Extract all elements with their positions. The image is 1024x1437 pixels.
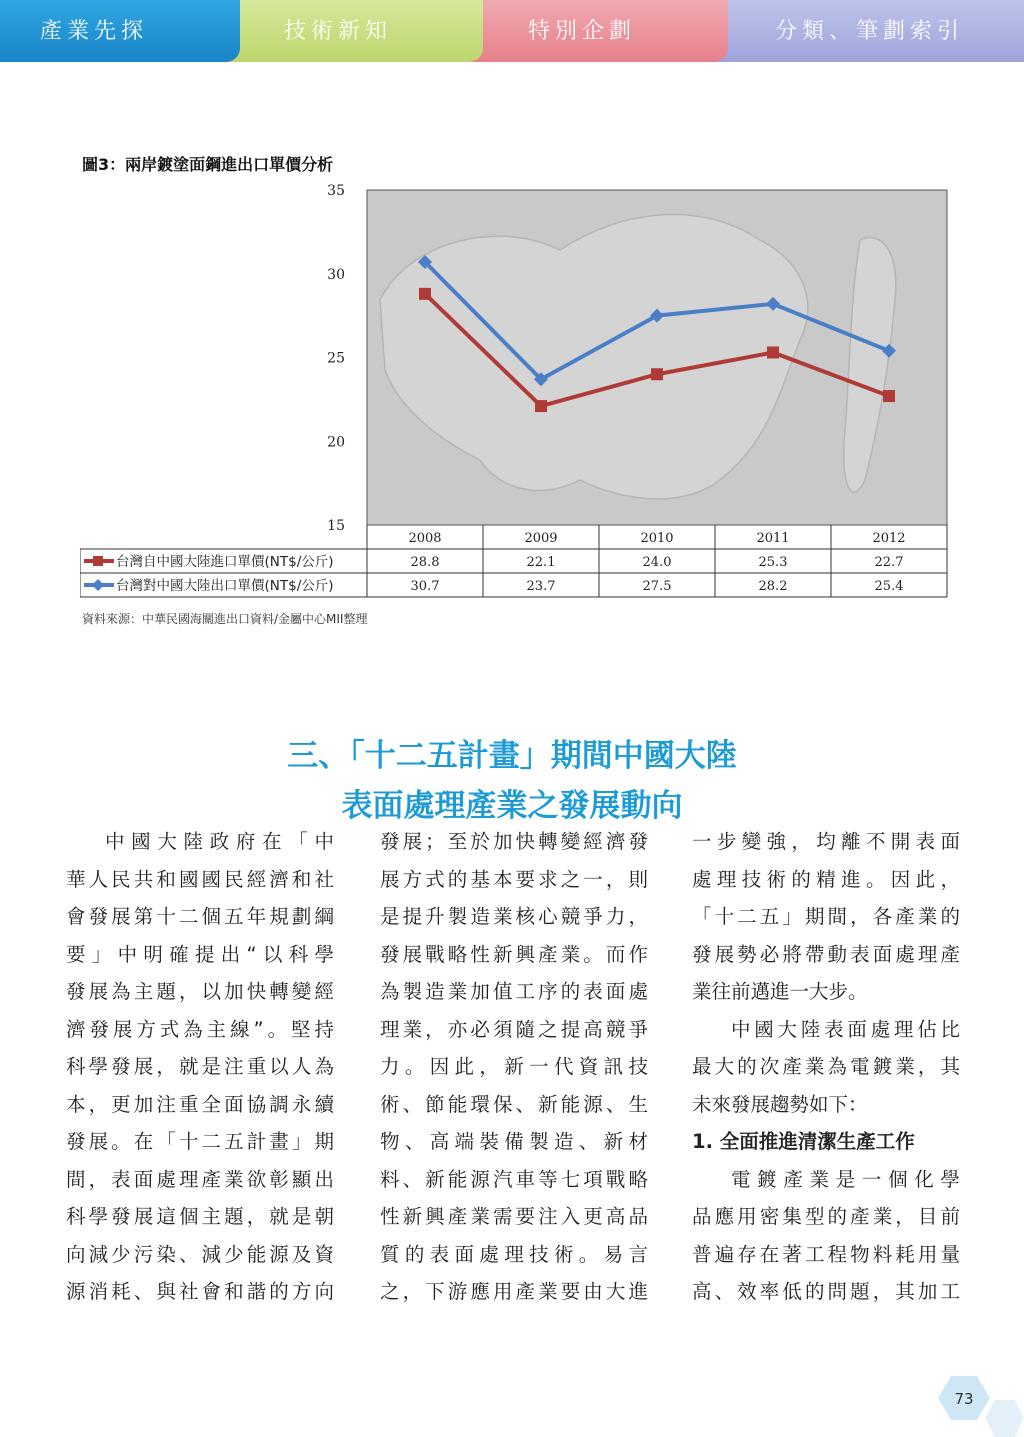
text-line: 性新興產業需要注入更高品 (380, 1205, 648, 1228)
data-point (419, 288, 431, 300)
table-value: 28.8 (410, 555, 440, 570)
article-column-1 (66, 823, 334, 1311)
x-category-label: 2011 (756, 531, 790, 546)
section-heading-line2: 表面處理產業之發展動向 (341, 788, 683, 824)
y-tick-label: 25 (327, 350, 345, 367)
text-line: 業往前邁進一大步。 (692, 980, 868, 1003)
text-line: 一步變強，均離不開表面 (692, 830, 960, 853)
y-tick-label: 15 (327, 518, 345, 534)
text-line: 物、高端裝備製造、新材 (380, 1130, 648, 1153)
text-line: 科學發展這個主題，就是朝 (66, 1205, 334, 1228)
text-line: 「十二五」期間，各產業的 (692, 905, 960, 928)
text-line: 科學發展，就是注重以人為 (66, 1055, 334, 1078)
subheading: 1. 全面推進清潔生產工作 (692, 1130, 915, 1153)
text-line: 中國大陸政府在「中 (105, 830, 334, 853)
y-tick-label: 35 (327, 183, 345, 199)
tab-technology-news[interactable]: 技術新知 (218, 0, 483, 62)
text-line: 中國大陸表面處理佔比 (731, 1017, 960, 1041)
text-line: 發展為主題，以加快轉變經 (66, 980, 334, 1003)
text-line: 術、節能環保、新能源、生 (380, 1092, 648, 1116)
data-point (767, 346, 779, 358)
table-value: 28.2 (758, 579, 788, 594)
figure-title: 圖3：兩岸鍍塗面鋼進出口單價分析 (82, 155, 334, 174)
section-heading-line1: 三、「十二五計畫」期間中國大陸 (287, 738, 737, 774)
line-chart (80, 180, 950, 600)
table-value: 25.4 (874, 579, 904, 594)
x-category-label: 2009 (524, 531, 558, 546)
text-line: 本，更加注重全面協調永續 (66, 1092, 334, 1116)
table-value: 24.0 (642, 555, 672, 570)
data-point (883, 390, 895, 402)
text-line: 之，下游應用產業要由大進 (380, 1280, 648, 1303)
data-point (535, 400, 547, 412)
legend-label: 台灣自中國大陸進口單價(NT$/公斤) (116, 554, 334, 570)
figure-source: 資料來源：中華民國海關進出口資料/金屬中心MII整理 (82, 612, 368, 626)
text-line: 是提升製造業核心競爭力， (380, 905, 648, 928)
x-category-label: 2010 (640, 531, 674, 546)
article-column-3 (692, 823, 960, 1311)
legend-marker (92, 579, 104, 591)
text-line: 發展戰略性新興產業。而作 (380, 942, 648, 966)
text-line: 電鍍產業是一個化學 (731, 1167, 960, 1191)
text-line: 料、新能源汽車等七項戰略 (380, 1167, 648, 1191)
tab-special-feature[interactable]: 特別企劃 (460, 0, 728, 62)
text-line: 高、效率低的問題，其加工 (692, 1280, 960, 1303)
text-line: 品應用密集型的產業，目前 (692, 1205, 960, 1228)
section-tabs (0, 0, 1024, 62)
legend-label: 台灣對中國大陸出口單價(NT$/公斤) (116, 578, 334, 594)
text-line: 發展。在「十二五計畫」期 (66, 1130, 334, 1153)
page-number: 73 (954, 1390, 974, 1408)
tab-industry-exploration[interactable]: 產業先探 (0, 0, 240, 62)
text-line: 理業，亦必須隨之提高競爭 (380, 1017, 648, 1041)
text-line: 力。因此，新一代資訊技 (380, 1055, 648, 1078)
text-line: 華人民共和國國民經濟和社 (66, 867, 334, 891)
text-line: 源消耗、與社會和諧的方向 (66, 1280, 334, 1303)
text-line: 發展；至於加快轉變經濟發 (380, 830, 648, 853)
text-line: 間，表面處理產業欲彰顯出 (66, 1167, 334, 1191)
hexagon-decor-icon (985, 1400, 1024, 1437)
text-line: 展方式的基本要求之一，則 (380, 867, 648, 891)
text-line: 處理技術的精進。因此， (692, 867, 960, 891)
text-line: 發展勢必將帶動表面處理產 (692, 942, 960, 966)
text-line: 最大的次產業為電鍍業，其 (692, 1055, 960, 1078)
text-line: 要」中明確提出“以科學 (66, 942, 334, 966)
text-line: 會發展第十二個五年規劃綱 (66, 905, 334, 928)
chart-container (80, 180, 950, 600)
text-line: 質的表面處理技術。易言 (380, 1242, 648, 1266)
table-value: 27.5 (642, 579, 672, 594)
y-tick-label: 30 (327, 266, 345, 283)
table-value: 25.3 (758, 555, 788, 570)
x-category-label: 2012 (872, 531, 906, 546)
tab-index[interactable]: 分類、筆劃索引 (705, 0, 1024, 62)
text-line: 未來發展趨勢如下： (692, 1092, 868, 1116)
page-number-badge (938, 1376, 990, 1420)
text-line: 向減少污染、減少能源及資 (66, 1242, 334, 1266)
table-value: 30.7 (410, 579, 440, 594)
article-column-2 (380, 823, 648, 1311)
text-line: 濟發展方式為主線”。堅持 (66, 1017, 334, 1041)
text-line: 普遍存在著工程物料耗用量 (692, 1242, 960, 1266)
text-line: 為製造業加值工序的表面處 (380, 980, 648, 1003)
table-value: 23.7 (526, 579, 556, 594)
data-point (651, 368, 663, 380)
table-value: 22.1 (526, 555, 556, 570)
x-category-label: 2008 (408, 531, 442, 546)
table-value: 22.7 (874, 555, 904, 570)
legend-marker (93, 556, 103, 566)
y-tick-label: 20 (327, 434, 345, 451)
